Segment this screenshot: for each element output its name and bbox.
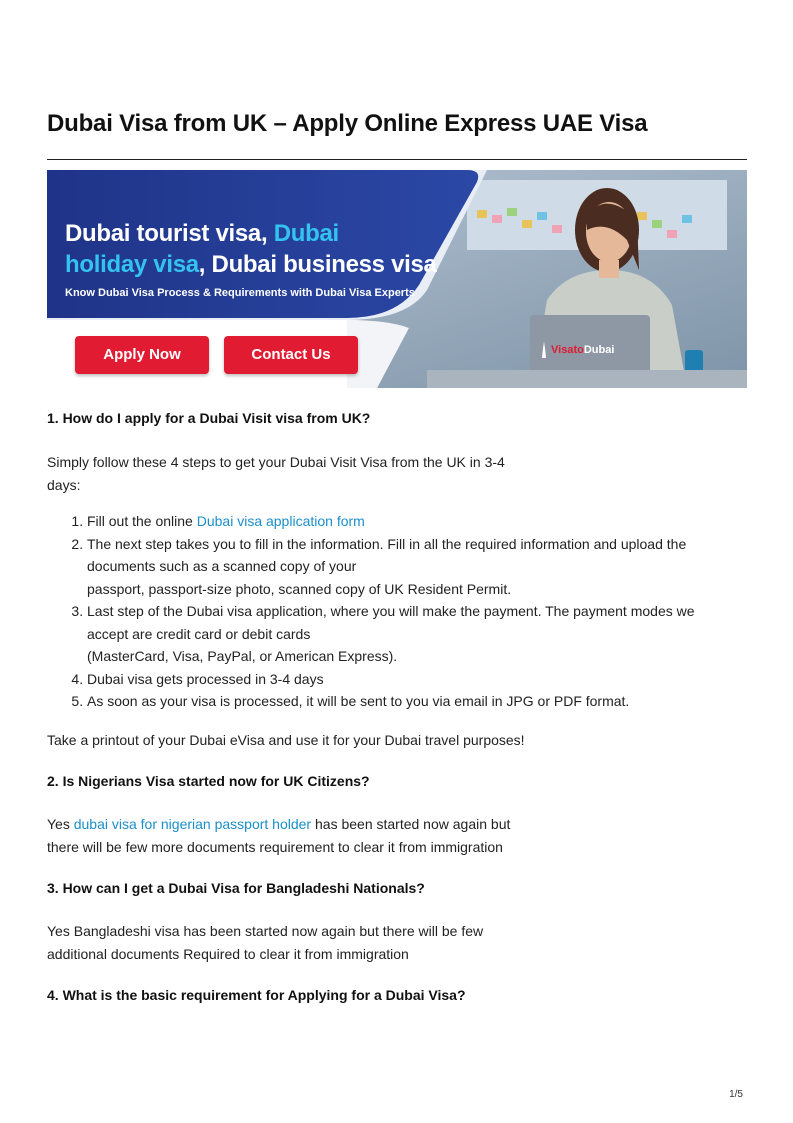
banner-subtitle: Know Dubai Visa Process & Requirements with Dubai Visa Experts [65,287,415,299]
page-number: 1/5 [729,1089,743,1100]
paragraph-line: there will be few more documents requirement to clear it from immigration [47,838,503,855]
banner-headline-highlight: Dubai [273,220,339,247]
list-item-text: The next step takes you to fill in the information. Fill in all the required information and upload the [87,535,687,552]
paragraph: Take a printout of your Dubai eVisa and use it for your Dubai travel purposes! [47,732,525,748]
question-heading: 3. How can I get a Dubai Visa for Bangladeshi Nationals? [47,880,425,896]
banner-headline-part: , Dubai business visa [198,251,437,278]
paragraph-line: Yes Bangladeshi visa has been started now again but there will be few [47,923,484,939]
question-heading: 2. Is Nigerians Visa started now for UK Citizens? [47,773,370,789]
paragraph-line: Simply follow these 4 steps to get your Dubai Visit Visa from the UK in 3-4 [47,454,505,470]
banner-headline-part: Dubai tourist visa, [65,220,274,247]
logo-text-visa: Visa [551,344,574,356]
question-heading: 4. What is the basic requirement for Applying for a Dubai Visa? [47,987,466,1003]
burj-icon [540,342,548,358]
apply-now-button[interactable]: Apply Now [75,336,209,374]
list-item: 5. As soon as your visa is processed, it will be sent to you via email in JPG or PDF format. [87,690,747,713]
paragraph-text: has been started now again but [311,816,511,832]
steps-list [47,510,747,713]
list-item [87,510,747,533]
list-item-text: accept are credit card or debit cards [87,625,311,642]
paragraph [47,451,505,496]
list-item [87,533,747,601]
logo-text-dubai: Dubai [583,344,615,356]
paragraph [47,920,483,965]
list-item-text: Fill out the online [87,513,197,529]
paragraph-line: days: [47,476,81,493]
paragraph-line: additional documents Required to clear it from immigration [47,945,409,962]
hero-banner [47,170,747,388]
logo-text-to: to [573,344,584,356]
contact-us-button[interactable]: Contact Us [224,336,358,374]
list-item-text: documents such as a scanned copy of your [87,558,357,574]
visa-to-dubai-logo [540,338,640,362]
page-title: Dubai Visa from UK – Apply Online Express UAE Visa [47,110,648,137]
banner-headline [65,218,437,280]
list-item-text: passport, passport-size photo, scanned copy of UK Resident Permit. [87,580,512,597]
list-item: 4. Dubai visa gets processed in 3-4 days [87,668,747,691]
list-item-text: (MasterCard, Visa, PayPal, or American Express). [87,648,398,664]
title-divider [47,159,747,160]
paragraph [47,813,510,858]
nigerian-visa-link[interactable]: dubai visa for nigerian passport holder [73,816,312,832]
paragraph-text: Yes [47,816,74,832]
list-item-text: Last step of the Dubai visa application, where you will make the payment. The payment modes we [87,603,695,619]
banner-headline-highlight: holiday visa [65,251,199,278]
visa-application-form-link[interactable]: Dubai visa application form [196,513,365,529]
list-item [87,600,747,668]
question-heading: 1. How do I apply for a Dubai Visit visa from UK? [47,410,371,426]
